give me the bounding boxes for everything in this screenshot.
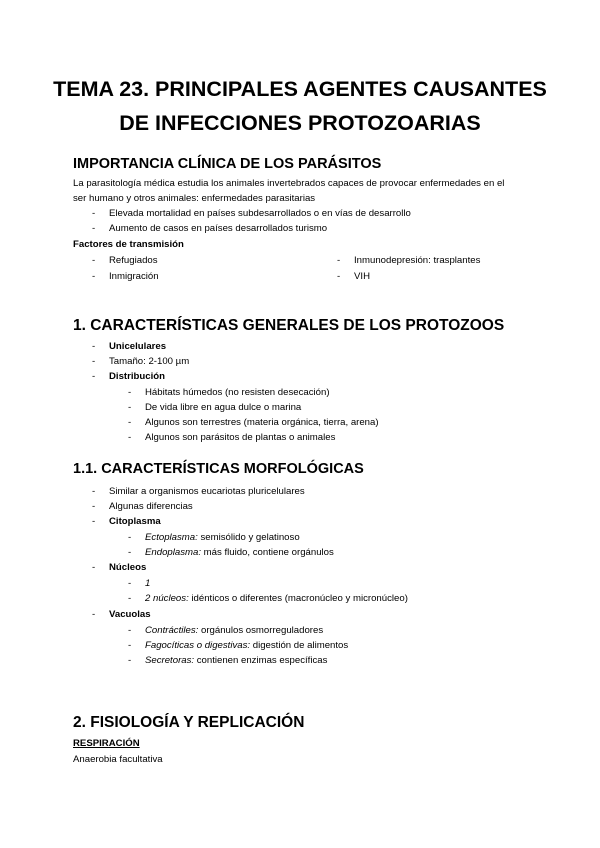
- bullet-dash: -: [92, 486, 96, 497]
- desc-contractiles: orgánulos osmorreguladores: [198, 625, 324, 636]
- bullet-dash: -: [92, 371, 96, 382]
- bullet-dash: -: [128, 625, 132, 636]
- item-vacuolas: Vacuolas: [109, 609, 151, 620]
- heading-morfologicas: 1.1. CARACTERÍSTICAS MORFOLÓGICAS: [73, 461, 364, 477]
- factor-inmunodepresion: Inmunodepresión: trasplantes: [354, 255, 481, 266]
- bullet-dash: -: [337, 271, 341, 282]
- bullet-dash: -: [128, 547, 132, 558]
- bullet-dash: -: [128, 593, 132, 604]
- page-title-line-1: TEMA 23. PRINCIPALES AGENTES CAUSANTES: [53, 77, 547, 101]
- term-contractiles: Contráctiles:: [145, 625, 199, 636]
- term-fagociticas: Fagocíticas o digestivas:: [145, 640, 251, 651]
- item-citoplasma: Citoplasma: [109, 516, 161, 527]
- nucleo-item-uno: 1: [145, 578, 151, 589]
- heading-importancia: IMPORTANCIA CLÍNICA DE LOS PARÁSITOS: [73, 156, 382, 172]
- term-dos-nucleos: 2 núcleos:: [145, 593, 189, 604]
- bullet-dash: -: [92, 516, 96, 527]
- factor-vih: VIH: [354, 271, 370, 282]
- bullet-dash: -: [128, 432, 132, 443]
- bullet-dash: -: [92, 609, 96, 620]
- bullet-dash: -: [92, 501, 96, 512]
- heading-fisiologia: 2. FISIOLOGÍA Y REPLICACIÓN: [73, 714, 305, 731]
- desc-dos-nucleos: idénticos o diferentes (macronúcleo y micronúcleo): [188, 593, 408, 604]
- list-item-mortalidad: Elevada mortalidad en países subdesarrollados o en vías de desarrollo: [109, 208, 411, 219]
- vacuola-item-fagociticas: [145, 639, 348, 652]
- term-secretoras: Secretoras:: [145, 655, 195, 666]
- distribucion-item-terrestres: Algunos son terrestres (materia orgánica, tierra, arena): [145, 417, 379, 428]
- term-ectoplasma: Ectoplasma:: [145, 532, 198, 543]
- nucleo-item-dos: [145, 592, 408, 605]
- bullet-dash: -: [128, 578, 132, 589]
- distribucion-item-parasitos: Algunos son parásitos de plantas o animales: [145, 432, 336, 443]
- item-nucleos: Núcleos: [109, 562, 147, 573]
- item-diferencias: Algunas diferencias: [109, 501, 193, 512]
- bullet-dash: -: [92, 255, 96, 266]
- factores-label: Factores de transmisión: [73, 239, 184, 250]
- list-item-aumento: Aumento de casos en países desarrollados turismo: [109, 223, 328, 234]
- bullet-dash: -: [128, 640, 132, 651]
- page-title-line-2: DE INFECCIONES PROTOZOARIAS: [119, 111, 481, 135]
- bullet-dash: -: [128, 417, 132, 428]
- desc-secretoras: contienen enzimas específicas: [194, 655, 328, 666]
- paragraph-line-1: La parasitología médica estudia los animales invertebrados capaces de provocar enfermedades en el: [73, 178, 505, 189]
- subheading-respiracion: RESPIRACIÓN: [73, 738, 140, 749]
- bullet-dash: -: [92, 356, 96, 367]
- bullet-dash: -: [128, 402, 132, 413]
- bullet-dash: -: [128, 387, 132, 398]
- vacuola-item-secretoras: [145, 654, 327, 667]
- distribucion-item-habitats: Hábitats húmedos (no resisten desecación): [145, 387, 330, 398]
- bullet-dash: -: [337, 255, 341, 266]
- bullet-dash: -: [92, 562, 96, 573]
- desc-ectoplasma: semisólido y gelatinoso: [197, 532, 300, 543]
- paragraph-line-2: ser humano y otros animales: enfermedades parasitarias: [73, 193, 316, 204]
- vacuola-item-contractiles: [145, 624, 323, 637]
- heading-caracteristicas: 1. CARACTERÍSTICAS GENERALES DE LOS PROTOZOOS: [73, 317, 505, 334]
- item-similar: Similar a organismos eucariotas pluricelulares: [109, 486, 305, 497]
- citoplasma-item-endo: [145, 546, 334, 559]
- desc-fagociticas: digestión de alimentos: [250, 640, 349, 651]
- item-distribucion: Distribución: [109, 371, 165, 382]
- bullet-dash: -: [92, 271, 96, 282]
- bullet-dash: -: [128, 655, 132, 666]
- item-unicelulares: Unicelulares: [109, 341, 167, 352]
- bullet-dash: -: [92, 341, 96, 352]
- bullet-dash: -: [128, 532, 132, 543]
- term-endoplasma: Endoplasma:: [145, 547, 201, 558]
- factor-inmigracion: Inmigración: [109, 271, 159, 282]
- text-anaerobia: Anaerobia facultativa: [73, 754, 163, 765]
- citoplasma-item-ecto: [145, 531, 300, 544]
- factor-refugiados: Refugiados: [109, 255, 158, 266]
- desc-endoplasma: más fluido, contiene orgánulos: [201, 547, 334, 558]
- distribucion-item-vida-libre: De vida libre en agua dulce o marina: [145, 402, 302, 413]
- item-tamano: Tamaño: 2-100 µm: [109, 356, 190, 367]
- bullet-dash: -: [92, 223, 96, 234]
- bullet-dash: -: [92, 208, 96, 219]
